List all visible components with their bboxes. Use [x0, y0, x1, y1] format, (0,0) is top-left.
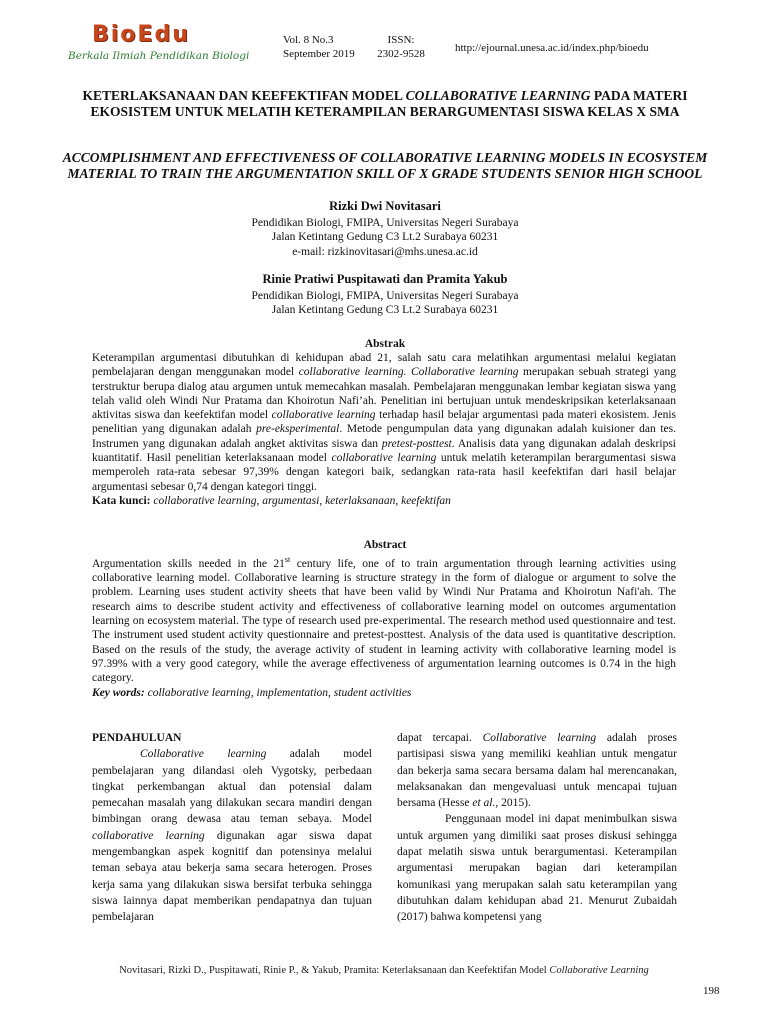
volume-number: Vol. 8 No.3: [283, 34, 334, 46]
journal-header: [0, 0, 768, 78]
author-affiliation-2: Pendidikan Biologi, FMIPA, Universitas Negeri Surabaya: [251, 289, 519, 302]
body-paragraph-2: Penggunaan model ini dapat menimbulkan siswa untuk argumen yang dimiliki saat proses diskusi sehingga dapat melatih siswa untuk berargumentasi. Keterampilan argumentasi merupakan bagian dari keterampilan komunikasi yang merupakan salah satu keterampilan yang dibutuhkan dalam kehidupan abad 21. Menurut Zubaidah (2017) bahwa kompetensi yang: [397, 813, 677, 924]
author-email-1[interactable]: e-mail: rizkinovitasari@mhs.unesa.ac.id: [292, 245, 478, 258]
journal-tagline: Berkala Ilmiah Pendidikan Biologi: [68, 50, 250, 62]
title-id-text-2: PADA MATERI EKOSISTEM UNTUK MELATIH KETERAMPILAN BERARGUMENTASI SISWA KELAS X SMA: [90, 88, 688, 119]
abstract-heading: Abstract: [363, 539, 407, 551]
body-paragraph-1-cont: dapat tercapai. Collaborative learning adalah proses partisipasi siswa yang memiliki keahlian untuk mengatur dan bekerja sama secara bersama dalam hal merencanakan, melaksanakan dan mengevaluasi untuk mencapai tujuan bersama (Hesse et al., 2015).: [397, 732, 677, 810]
issn-info: [376, 33, 426, 61]
author-affiliation-1: Pendidikan Biologi, FMIPA, Universitas Negeri Surabaya: [251, 216, 519, 229]
volume-info: [283, 33, 355, 61]
author-name-2: Rinie Pratiwi Puspitawati dan Pramita Yakub: [262, 272, 508, 286]
kata-kunci: Kata kunci: collaborative learning, argumentasi, keterlaksanaan, keefektifan: [92, 494, 451, 507]
title-id-italic: COLLABORATIVE LEARNING: [405, 88, 591, 103]
page-number: 198: [703, 985, 720, 997]
body-column-right: [397, 730, 677, 926]
paper-title-indonesian: [60, 88, 710, 120]
author-block-2: [60, 272, 710, 318]
body-paragraph-1: Collaborative learning adalah model pembelajaran yang dilandasi oleh Vygotsky, perbedaan tingkat perkembangan aktual dan potensial dalam pemecahan masalah yang dilakukan secara mandiri dengan bimbingan orang dewasa atau teman sebaya. Model collaborative learning digunakan agar siswa dapat mengembangkan aspek kognitif dan potensinya melalui teman sebaya atau bekerja sama secara heterogen. Proses kerja sama yang dilakukan siswa bersifat terbuka sehingga siswa lainnya dapat memberikan pendapatnya dan tujuan pembelajaran: [92, 748, 372, 924]
body-column-left: [92, 730, 372, 926]
abstrak-heading: Abstrak: [364, 338, 406, 350]
title-id-text-1: KETERLAKSANAAN DAN KEEFEKTIFAN MODEL: [82, 88, 406, 103]
section-heading: PENDAHULUAN: [92, 732, 182, 744]
journal-url[interactable]: http://ejournal.unesa.ac.id/index.php/bioedu: [455, 42, 649, 54]
abstrak-body: [92, 351, 676, 508]
abstract-body: [92, 553, 676, 700]
paper-title-english: ACCOMPLISHMENT AND EFFECTIVENESS OF COLLABORATIVE LEARNING MODELS IN ECOSYSTEM MATERIAL TO TRAIN THE ARGUMENTATION SKILL OF X GRADE STUDENTS SENIOR HIGH SCHOOL: [62, 150, 708, 181]
author-name-1: Rizki Dwi Novitasari: [329, 199, 441, 213]
author-block-1: [60, 199, 710, 259]
issn-label: ISSN:: [387, 34, 415, 46]
key-words: Key words: collaborative learning, implementation, student activities: [92, 686, 412, 699]
journal-logo: BioEdu: [92, 22, 190, 47]
author-address-1: Jalan Ketintang Gedung C3 Lt.2 Surabaya 60231: [271, 231, 499, 243]
abstrak-text: Keterampilan argumentasi dibutuhkan di kehidupan abad 21, salah satu cara melatihkan argumentasi melalui kegiatan pembelajaran dengan menggunakan model collaborative learning. Collaborative learning merupakan sebuah strategi yang terstruktur berupa dialog atau argumen untuk memecahkan masalah. Pembelajaran menggunakan lembar kegiatan siswa yang telah valid oleh Windi Nur Pratama dan Khoirotun Nafi’ah. Penelitian ini bertujuan untuk mendeskripsikan keterlaksanaan aktivitas siswa dan keefektifan model collaborative learning terhadap hasil belajar argumentasi pada materi ekosistem. Jenis penelitian yang digunakan adalah pre-eksperimental. Metode pengumpulan data yang digunakan adalah kuisioner dan tes. Instrumen yang digunakan adalah angket aktivitas siswa dan pretest-posttest. Analisis data yang digunakan adalah deskripsi kuantitatif. Hasil penelitian keterlaksanaan model collaborative learning untuk melatih keterampilan berargumentasi siswa memperoleh rata-rata sebesar 97,39% dengan kategori baik, sedangkan rata-rata hasil keefektifan dari hasil belajar argumentasi sebesar 0,74 dengan kategori tinggi.: [92, 352, 677, 493]
author-address-2: Jalan Ketintang Gedung C3 Lt.2 Surabaya 60231: [271, 304, 499, 316]
issue-date: September 2019: [283, 48, 355, 60]
abstract-text: Argumentation skills needed in the 21st century life, one of to train argumentation through learning activities using collaborative learning model. Collaborative learning is structure strategy in the form of dialogue or argument to solve the problem. Learning uses student activity sheets that have been valid by Windi Nur Pratama and Khoirotun Nafi'ah. The research aims to describe student activity and effectiveness of collaborative learning model on outcomes argumentation learning on ecosystem material. The type of research used pre-experimental. The research method used questionnaire and test. The instrument used student activity questionnaire and pretest-posttest. Analysis of the data used is quantitative description. Based on the resuls of the study, the average activity of student in learning activity with collaborative learning model is 97.39% with a very good category, while the average effectiveness of argumentation learning outcomes is 0.74 in the high category.: [92, 555, 676, 685]
page-footer: Novitasari, Rizki D., Puspitawati, Rinie P., & Yakub, Pramita: Keterlaksanaan dan Keefektifan Model Collaborative Learning: [119, 965, 649, 976]
issn-number: 2302-9528: [377, 48, 425, 60]
